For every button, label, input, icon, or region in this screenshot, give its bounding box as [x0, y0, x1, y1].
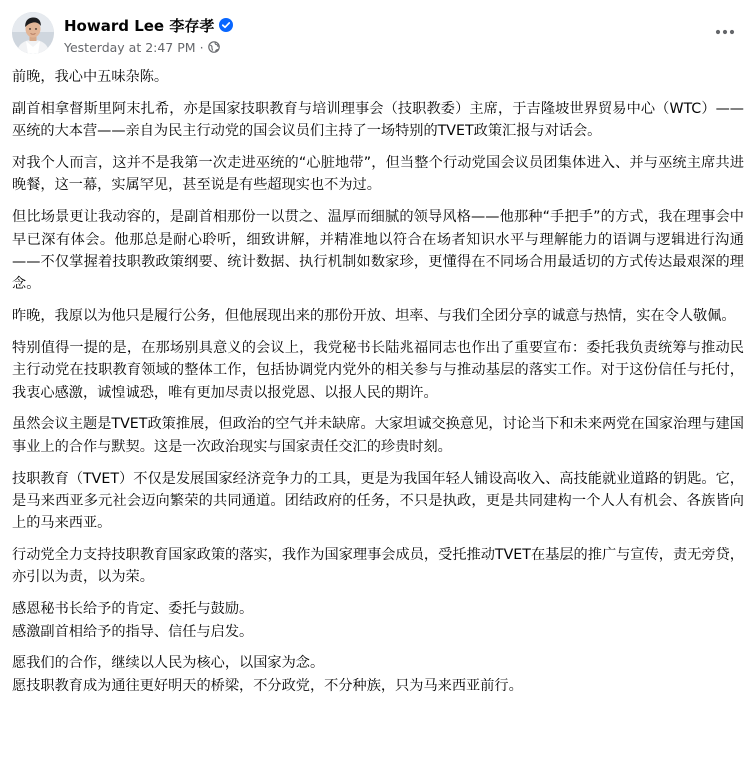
- more-options-button[interactable]: [711, 20, 739, 44]
- post-text-line: 感激副首相给予的指导、信任与启发。: [12, 623, 254, 640]
- author-name[interactable]: Howard Lee 李存孝: [64, 16, 215, 35]
- author-line: [64, 14, 233, 36]
- post-paragraph: [12, 152, 744, 197]
- post-text-line: 愿技职教育成为通往更好明天的桥梁，不分政党，不分种族，只为马来西亚前行。: [12, 677, 523, 694]
- post-paragraph: [12, 305, 744, 327]
- post-text-line: 愿我们的合作，继续以人民为核心，以国家为念。: [12, 655, 325, 672]
- meta-separator: ·: [199, 39, 204, 55]
- post-text-line: 虽然会议主题是TVET政策推展，但政治的空气并未缺席。大家坦诚交换意见，讨论当下和未来两党在国家治理与建国事业上的合作与默契。这是一次政治现实与国家责任交汇的珍贵时刻。: [12, 416, 744, 455]
- post-paragraph: [12, 66, 744, 88]
- post-text-line: 前晚，我心中五味杂陈。: [12, 69, 169, 85]
- post-text-line: 副首相拿督斯里阿末扎希，亦是国家技职教育与培训理事会（技职教委）主席，于吉隆坡世界贸易中心（WTC）——巫统的大本营——亲自为民主行动党的国会议员们主持了一场特别的TVET政策汇报与对话会。: [12, 100, 744, 140]
- post-paragraph: [12, 98, 744, 143]
- globe-icon[interactable]: [208, 41, 220, 53]
- post-paragraph: [12, 598, 744, 643]
- avatar[interactable]: [12, 12, 54, 54]
- avatar-photo-icon: [12, 12, 54, 54]
- post-text-line: 对我个人而言，这并不是我第一次走进巫统的“心脏地带”，但当整个行动党国会议员团集体进入、并与巫统主席共进晚餐，这一幕，实属罕见，甚至说是有些超现实也不为过。: [12, 155, 744, 194]
- post-body: [12, 66, 744, 707]
- post-paragraph: [12, 337, 744, 404]
- post-text-line: 感恩秘书长给予的肯定、委托与鼓励。: [12, 601, 254, 618]
- post-text-line: 技职教育（TVET）不仅是发展国家经济竞争力的工具，更是为我国年轻人铺设高收入、高技能就业道路的钥匙。它，是马来西亚多元社会迈向繁荣的共同通道。团结政府的任务，不只是执政，更是共同建构一个人人有机会、各族皆向上的马来西亚。: [12, 470, 744, 532]
- post-meta: [64, 38, 220, 56]
- post-timestamp[interactable]: Yesterday at 2:47 PM: [64, 39, 196, 55]
- post-paragraph: [12, 544, 744, 589]
- post-text-line: 昨晚，我原以为他只是履行公务，但他展现出来的那份开放、坦率、与我们全团分享的诚意与热情，实在令人敬佩。: [12, 308, 736, 325]
- post-paragraph: [12, 468, 744, 535]
- post-paragraph: [12, 652, 744, 697]
- more-options-icon: [715, 29, 735, 35]
- verified-badge-icon: [219, 18, 233, 32]
- post-header: [12, 12, 741, 56]
- post-text-line: 特别值得一提的是，在那场别具意义的会议上，我党秘书长陆兆福同志也作出了重要宣布：委托我负责统筹与推动民主行动党在技职教育领域的整体工作，包括协调党内党外的相关参与与推动基层的落实工作。对于这份信任与托付，我衷心感激，诚惶诚恐，唯有更加尽责以报党恩、以报人民的期许。: [12, 339, 744, 401]
- post-paragraph: [12, 206, 744, 295]
- post-paragraph: [12, 413, 744, 458]
- post-text-line: 但比场景更让我动容的，是副首相那份一以贯之、温厚而细腻的领导风格——他那种“手把手”的方式，我在理事会中早已深有体会。他那总是耐心聆听，细致讲解，并精准地以符合在场者知识水平与理解能力的语调与逻辑进行沟通——不仅掌握着技职教政策纲要、统计数据、执行机制如数家珍，更懂得在不同场合用最适切的方式传达最艰深的理念。: [12, 209, 744, 293]
- post-text-line: 行动党全力支持技职教育国家政策的落实，我作为国家理事会成员，受托推动TVET在基层的推广与宣传，责无旁贷，亦引以为责，以为荣。: [12, 547, 744, 586]
